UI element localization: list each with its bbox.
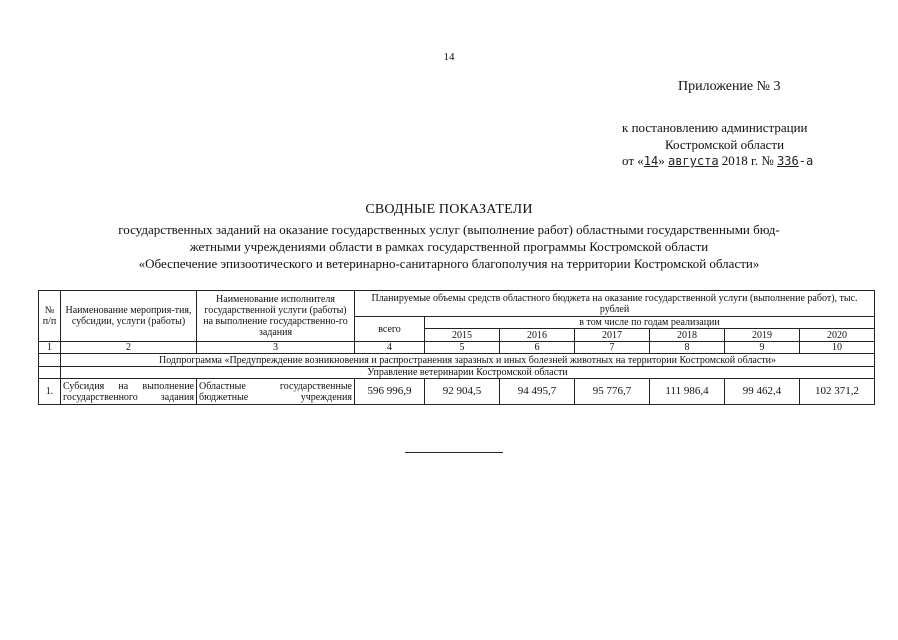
header-event: Наименование мероприя-тия, субсидии, услуги (работы) — [61, 291, 197, 342]
row-event: Субсидия на выполнение государственного задания — [61, 379, 197, 405]
header-planned: Планируемые объемы средств областного бюджета на оказание государственной услуги (выполнение работ), тыс. рублей — [355, 291, 875, 317]
department-num-cell — [39, 367, 61, 379]
row-year-value: 94 495,7 — [500, 379, 575, 405]
approval-year-text: 2018 г. № — [721, 153, 774, 168]
subprogram-num-cell — [39, 354, 61, 367]
header-year: 2016 — [500, 329, 575, 342]
row-year-value: 95 776,7 — [575, 379, 650, 405]
subprogram-row: Подпрограмма «Предупреждение возникновения и распространения заразных и иных болезней животных на территории Костромской области» — [61, 354, 875, 367]
end-divider — [405, 452, 503, 453]
document-title: СВОДНЫЕ ПОКАЗАТЕЛИ — [365, 202, 533, 217]
col-number: 3 — [197, 342, 355, 354]
department-row: Управление ветеринарии Костромской области — [61, 367, 875, 379]
approval-day: 14 — [643, 154, 659, 168]
col-number: 1 — [39, 342, 61, 354]
approval-number: 336 — [777, 154, 799, 168]
approval-line-1: к постановлению администрации — [622, 120, 808, 135]
subtitle-line-2: жетными учреждениями области в рамках государственной программы Костромской области — [189, 239, 709, 254]
col-number: 4 — [355, 342, 425, 354]
approval-number-suffix: -а — [798, 154, 814, 168]
header-year: 2017 — [575, 329, 650, 342]
header-executor: Наименование исполнителя государственной услуги (работы) на выполнение государственно-го задания — [197, 291, 355, 342]
col-number: 10 — [800, 342, 875, 354]
row-num: 1. — [39, 379, 61, 405]
subtitle-line-1: государственных заданий на оказание государственных услуг (выполнение работ) областными государственными бюд- — [118, 222, 780, 237]
approval-line-2: Костромской области — [665, 137, 785, 152]
row-year-value: 111 986,4 — [650, 379, 725, 405]
appendix-title: Приложение № 3 — [678, 79, 781, 94]
approval-from-prefix: от « — [622, 153, 644, 168]
page-number: 14 — [443, 51, 455, 63]
col-number: 2 — [61, 342, 197, 354]
col-number: 5 — [425, 342, 500, 354]
col-number: 6 — [500, 342, 575, 354]
subtitle-line-3: «Обеспечение эпизоотического и ветеринарно-санитарного благополучия на территории Костромской области» — [138, 256, 760, 271]
header-total: всего — [355, 317, 425, 342]
row-executor: Областные государственные бюджетные учреждения — [197, 379, 355, 405]
row-year-value: 99 462,4 — [725, 379, 800, 405]
row-year-value: 102 371,2 — [800, 379, 875, 405]
indicators-table — [38, 290, 875, 405]
header-year: 2018 — [650, 329, 725, 342]
header-year: 2019 — [725, 329, 800, 342]
col-number: 7 — [575, 342, 650, 354]
table-row — [39, 379, 875, 405]
header-year: 2020 — [800, 329, 875, 342]
col-number: 8 — [650, 342, 725, 354]
row-total: 596 996,9 — [355, 379, 425, 405]
header-by-year: в том числе по годам реализации — [425, 317, 875, 329]
approval-date-line — [622, 153, 813, 169]
approval-month: августа — [667, 154, 719, 168]
col-number: 9 — [725, 342, 800, 354]
header-num: № п/п — [39, 291, 61, 342]
header-year: 2015 — [425, 329, 500, 342]
approval-day-suffix: » — [658, 153, 665, 168]
row-year-value: 92 904,5 — [425, 379, 500, 405]
